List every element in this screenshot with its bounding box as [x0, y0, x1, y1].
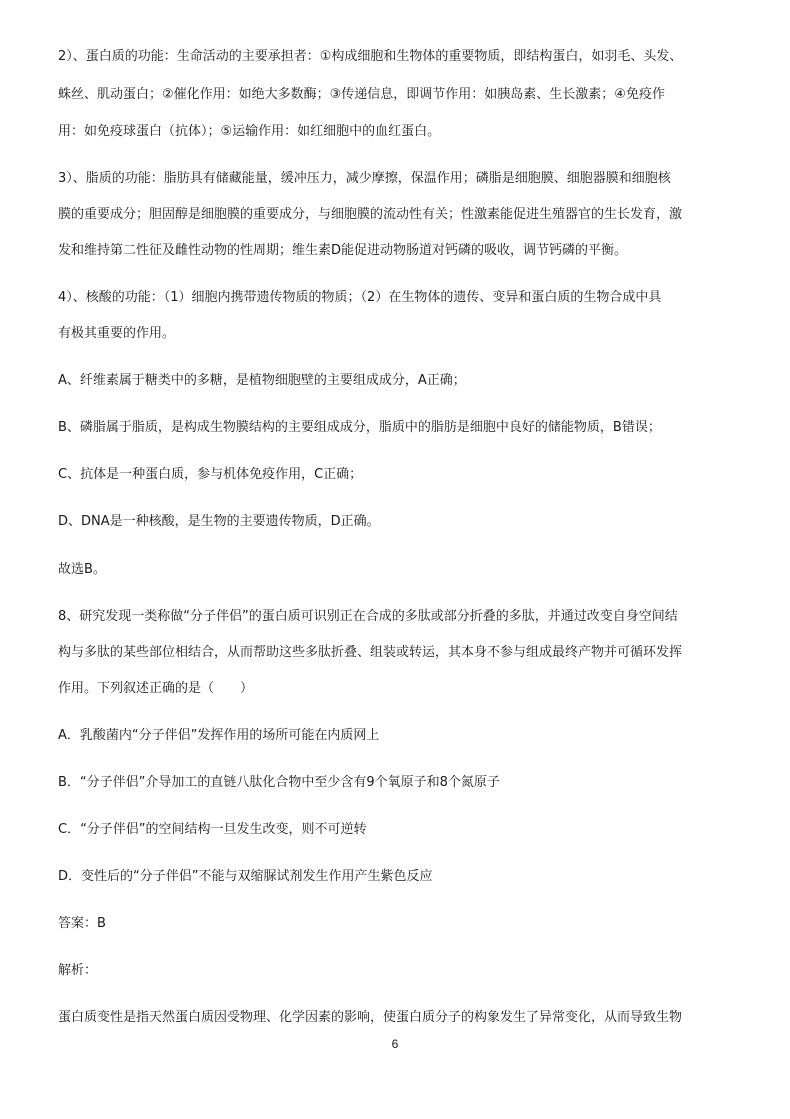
text-line: 构与多肽的某些部位相结合，从而帮助这些多肽折叠、组装或转运，其本身不参与组成最终产物并可循环发挥 — [58, 645, 683, 660]
text-line: B、磷脂属于脂质，是构成生物膜结构的主要组成成分，脂质中的脂肪是细胞中良好的储能物质，B错误； — [58, 420, 661, 435]
text-line: 膜的重要成分；胆固醇是细胞膜的重要成分，与细胞膜的流动性有关；性激素能促进生殖器官的生长发育，激 — [58, 207, 683, 222]
text-line: A．乳酸菌内“分子伴侣”发挥作用的场所可能在内质网上 — [58, 728, 380, 743]
text-line: 蛋白质变性是指天然蛋白质因受物理、化学因素的影响，使蛋白质分子的构象发生了异常变化，从而导致生物 — [58, 1010, 683, 1025]
text-line: 用：如免疫球蛋白（抗体）；⑤运输作用：如红细胞中的血红蛋白。 — [58, 124, 441, 139]
text-line: 答案：B — [58, 916, 106, 931]
text-line: C．“分子伴侣”的空间结构一旦发生改变，则不可逆转 — [58, 822, 367, 837]
text-line: 2）、蛋白质的功能：生命活动的主要承担者：①构成细胞和生物体的重要物质，即结构蛋白，如羽毛、头发、 — [58, 49, 683, 64]
text-line: D．变性后的“分子伴侣”不能与双缩脲试剂发生作用产生紫色反应 — [58, 869, 433, 884]
text-line: C、抗体是一种蛋白质，参与机体免疫作用，C正确； — [58, 467, 363, 482]
text-line: 蛛丝、肌动蛋白；②催化作用：如绝大多数酶；③传递信息，即调节作用：如胰岛素、生长激素；④免疫作 — [58, 87, 665, 102]
text-line: 4）、核酸的功能：（1）细胞内携带遗传物质的物质；（2）在生物体的遗传、变异和蛋白质的生物合成中具 — [58, 290, 662, 305]
text-line: 3）、脂质的功能：脂肪具有储藏能量，缓冲压力，减少摩擦，保温作用；磷脂是细胞膜、细胞器膜和细胞核 — [58, 171, 671, 186]
text-line: 作用。下列叙述正确的是（ ） — [58, 681, 254, 696]
text-line: B．“分子伴侣”介导加工的直链八肽化合物中至少含有9个氧原子和8个氮原子 — [58, 775, 500, 790]
text-line: A、纤维素属于糖类中的多糖，是植物细胞壁的主要组成成分，A正确； — [58, 373, 466, 388]
text-line: 故选B。 — [58, 562, 106, 577]
text-line: D、DNA是一种核酸，是生物的主要遗传物质，D正确。 — [58, 514, 380, 529]
page-number: 6 — [391, 1037, 399, 1051]
text-line: 有极其重要的作用。 — [58, 326, 176, 341]
text-line: 8、研究发现一类称做“分子伴侣”的蛋白质可识别正在合成的多肽或部分折叠的多肽，并通过改变自身空间结 — [58, 609, 678, 624]
text-line: 发和维持第二性征及雌性动物的性周期；维生素D能促进动物肠道对钙磷的吸收，调节钙磷的平衡。 — [58, 243, 628, 258]
text-line: 解析： — [58, 963, 98, 978]
